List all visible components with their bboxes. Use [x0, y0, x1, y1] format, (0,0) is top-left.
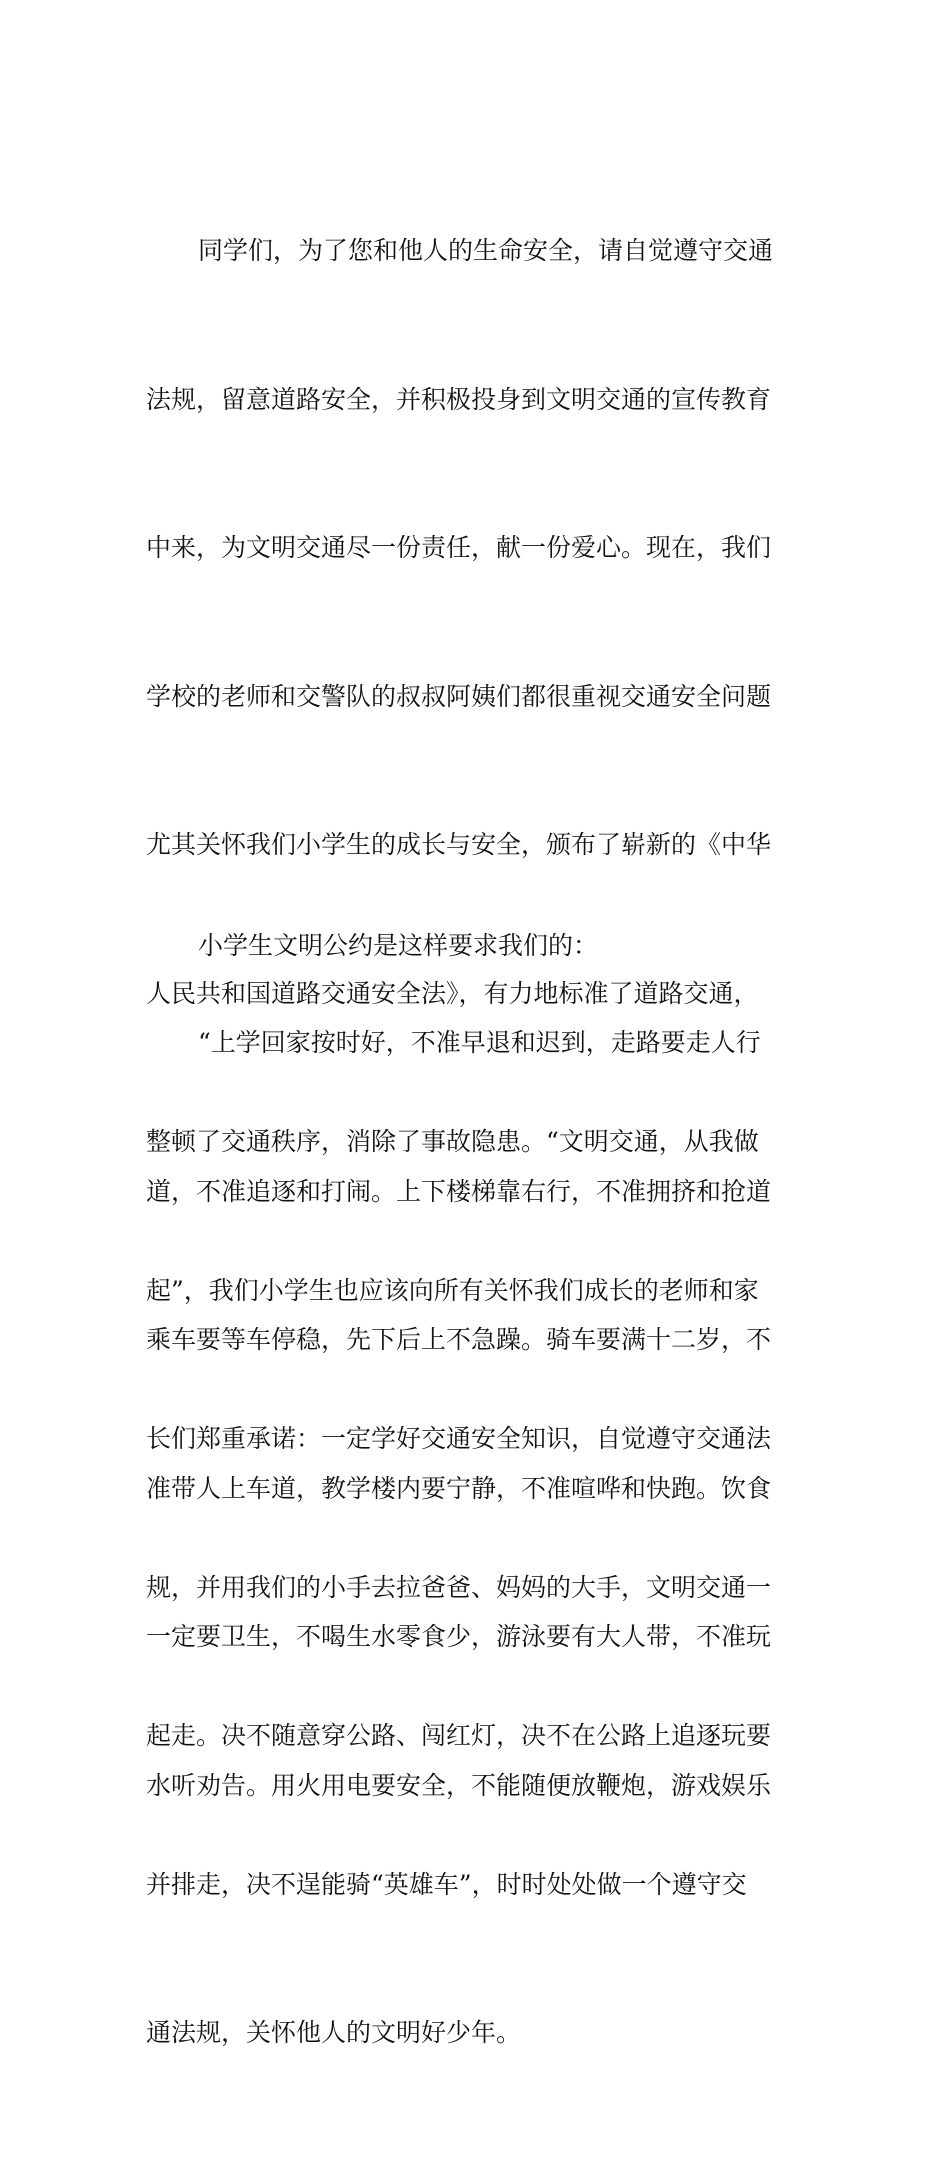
text-line: 长们郑重承诺：一定学好交通安全知识，自觉遵守交通法 [146, 1424, 772, 1453]
text-line: 起”，我们小学生也应该向所有关怀我们成长的老师和家 [146, 1275, 759, 1305]
text-line: 整顿了交通秩序，消除了事故隐患。“文明交通，从我做 [146, 1127, 759, 1156]
text-line: 中来，为文明交通尽一份责任，献一份爱心。现在，我们 [146, 533, 772, 562]
text-line: 法规，留意道路安全，并积极投身到文明交通的宣传教育 [146, 384, 772, 414]
text-line: 准带人上车道，教学楼内要宁静，不准喧哗和快跑。饮食 [146, 1473, 772, 1503]
text-line: “上学回家按时好，不准早退和迟到，走路要走人行 [198, 1028, 761, 1057]
text-line: 并排走，决不逞能骑“英雄车”，时时处处做一个遵守交 [146, 1869, 747, 1899]
text-line: 一定要卫生，不喝生水零食少，游泳要有大人带，不准玩 [146, 1622, 772, 1651]
text-line: 人民共和国道路交通安全法》，有力地标准了道路交通， [146, 978, 759, 1008]
text-line: 乘车要等车停稳，先下后上不急躁。骑车要满十二岁，不 [146, 1325, 772, 1354]
text-line: 通法规，关怀他人的文明好少年。 [146, 2018, 522, 2047]
text-line: 小学生文明公约是这样要求我们的： [198, 931, 599, 960]
text-line: 尤其关怀我们小学生的成长与安全，颁布了崭新的《中华 [146, 830, 772, 859]
text-line: 规，并用我们的小手去拉爸爸、妈妈的大手，文明交通一 [146, 1572, 772, 1602]
text-line: 水听劝告。用火用电要安全，不能随便放鞭炮，游戏娱乐 [146, 1770, 772, 1800]
text-line: 起走。决不随意穿公路、闯红灯，决不在公路上追逐玩要 [146, 1721, 772, 1750]
text-line: 学校的老师和交警队的叔叔阿姨们都很重视交通安全问题 [146, 681, 772, 711]
paragraph-convention-text [146, 919, 806, 1909]
text-line: 道，不准追逐和打闹。上下楼梯靠右行，不准拥挤和抢道 [146, 1176, 772, 1206]
text-line: 同学们，为了您和他人的生命安全，请自觉遵守交通 [198, 236, 774, 265]
